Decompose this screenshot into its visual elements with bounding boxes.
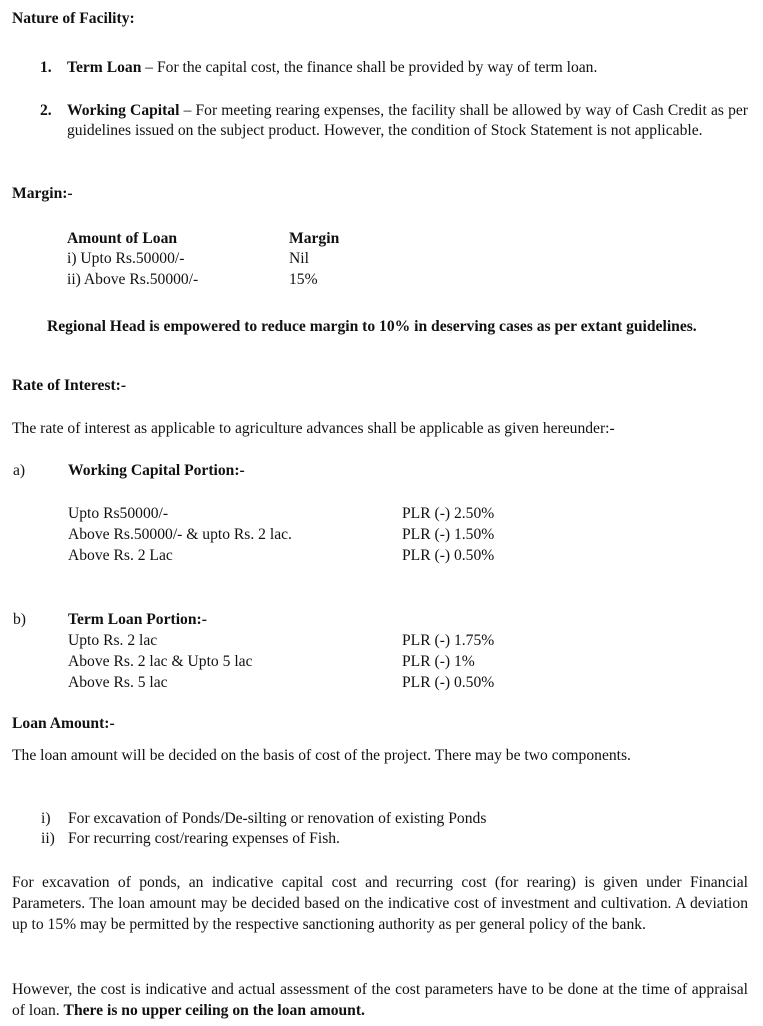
loan-amount-paragraph-1: For excavation of ponds, an indicative capital cost and recurring cost (for rearing) is given under Financial Parameters. The loan amount may be decided based on the indicative cost of investment and cultivation. A deviation up to 15% may be permitted by the respective sanctioning authority as per general policy of the bank.: [12, 874, 748, 933]
facility-item-working-capital: [40, 101, 748, 141]
rate-range: Above Rs.50000/- & upto Rs. 2 lac.: [68, 526, 292, 543]
margin-row-amount: i) Upto Rs.50000/-: [67, 250, 185, 267]
rate-range: Above Rs. 5 lac: [68, 674, 168, 691]
component-text: For excavation of Ponds/De-silting or renovation of existing Ponds: [68, 810, 487, 827]
margin-note: Regional Head is empowered to reduce margin to 10% in deserving cases as per extant guidelines.: [47, 318, 697, 335]
list-number: 2.: [40, 102, 52, 119]
section-title: Working Capital Portion:-: [68, 462, 245, 479]
item-text: – For meeting rearing expenses, the facility shall be allowed by way of Cash Credit as per guidelines issued on the subject product. However, the condition of Stock Statement is not applicable.: [67, 102, 748, 139]
rate-value: PLR (-) 0.50%: [402, 547, 495, 564]
component-num: ii): [41, 830, 55, 847]
item-title: Term Loan: [67, 59, 142, 76]
rate-value: PLR (-) 1.50%: [402, 526, 495, 543]
rate-value: PLR (-) 0.50%: [402, 674, 495, 691]
margin-col-margin: Margin: [289, 230, 340, 247]
item-text: – For the capital cost, the finance shall be provided by way of term loan.: [141, 59, 598, 76]
interest-intro: The rate of interest as applicable to agriculture advances shall be applicable as given hereunder:-: [12, 420, 615, 437]
paragraph-text: However, the cost is indicative and actual assessment of the cost parameters have to be done at the time of appraisal of loan.: [12, 981, 748, 1019]
facility-heading: Nature of Facility:: [12, 10, 135, 27]
component-text: For recurring cost/rearing expenses of Fish.: [68, 830, 340, 847]
margin-heading: Margin:-: [12, 185, 73, 202]
section-label: b): [13, 611, 26, 628]
loan-amount-heading: Loan Amount:-: [12, 715, 115, 732]
loan-amount-paragraph-2: [12, 979, 748, 1021]
section-title: Term Loan Portion:-: [68, 611, 207, 628]
item-title: Working Capital: [67, 102, 180, 119]
loan-amount-intro: The loan amount will be decided on the basis of cost of the project. There may be two components.: [12, 747, 631, 764]
margin-row-value: Nil: [289, 250, 309, 267]
rate-value: PLR (-) 2.50%: [402, 505, 495, 522]
rate-range: Upto Rs. 2 lac: [68, 632, 158, 649]
paragraph-bold-text: There is no upper ceiling on the loan amount.: [63, 1002, 365, 1019]
list-number: 1.: [40, 59, 52, 76]
rate-range: Above Rs. 2 Lac: [68, 547, 173, 564]
facility-item-term-loan: [40, 58, 597, 78]
rate-range: Above Rs. 2 lac & Upto 5 lac: [68, 653, 253, 670]
margin-col-amount: Amount of Loan: [67, 230, 178, 247]
rate-value: PLR (-) 1%: [402, 653, 475, 670]
component-num: i): [41, 810, 51, 827]
rate-value: PLR (-) 1.75%: [402, 632, 495, 649]
margin-row-value: 15%: [289, 271, 318, 288]
rate-range: Upto Rs50000/-: [68, 505, 169, 522]
interest-heading: Rate of Interest:-: [12, 377, 127, 394]
margin-row-amount: ii) Above Rs.50000/-: [67, 271, 199, 288]
section-label: a): [13, 462, 26, 479]
